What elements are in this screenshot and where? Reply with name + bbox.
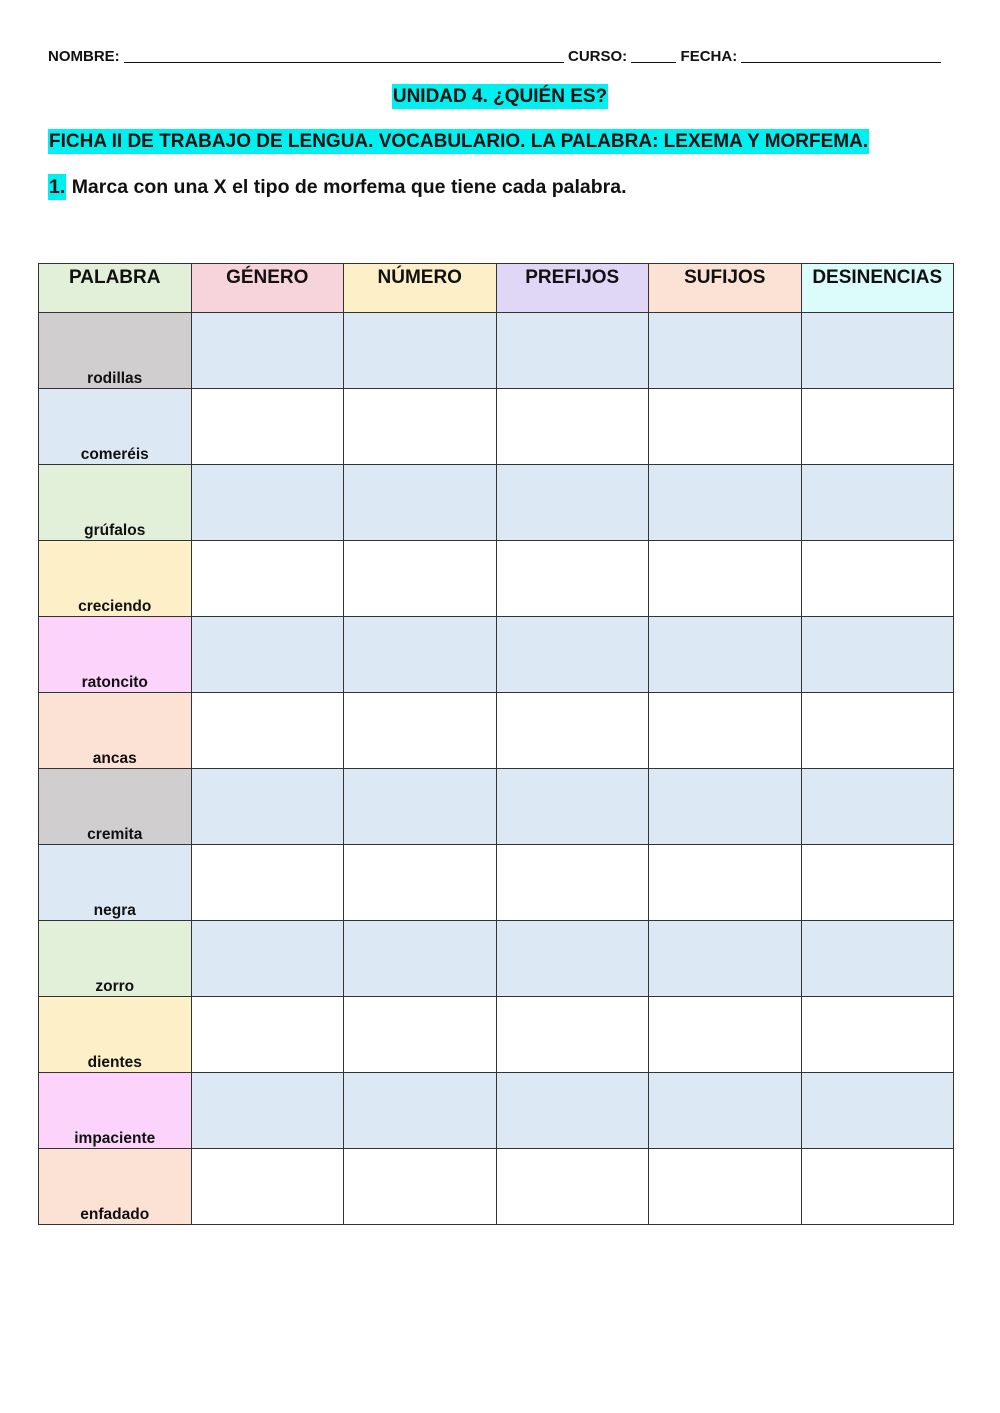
curso-field[interactable] bbox=[631, 48, 676, 63]
answer-cell[interactable] bbox=[649, 1149, 802, 1225]
answer-cell[interactable] bbox=[649, 769, 802, 845]
answer-cell[interactable] bbox=[344, 1149, 497, 1225]
answer-cell[interactable] bbox=[801, 1149, 954, 1225]
answer-cell[interactable] bbox=[191, 389, 344, 465]
fecha-label: FECHA: bbox=[680, 48, 738, 65]
table-row bbox=[39, 1073, 954, 1149]
answer-cell[interactable] bbox=[801, 617, 954, 693]
nombre-field[interactable] bbox=[124, 48, 564, 63]
table-row bbox=[39, 845, 954, 921]
answer-cell[interactable] bbox=[649, 389, 802, 465]
column-header: PREFIJOS bbox=[496, 264, 649, 313]
word-cell: creciendo bbox=[39, 541, 192, 617]
word-cell: rodillas bbox=[39, 313, 192, 389]
instruction bbox=[48, 176, 627, 199]
answer-cell[interactable] bbox=[496, 313, 649, 389]
table-row bbox=[39, 389, 954, 465]
answer-cell[interactable] bbox=[649, 1073, 802, 1149]
student-info-line bbox=[48, 48, 953, 65]
answer-cell[interactable] bbox=[191, 921, 344, 997]
answer-cell[interactable] bbox=[191, 541, 344, 617]
answer-cell[interactable] bbox=[191, 693, 344, 769]
table-row bbox=[39, 921, 954, 997]
answer-cell[interactable] bbox=[801, 921, 954, 997]
answer-cell[interactable] bbox=[191, 465, 344, 541]
table-row bbox=[39, 769, 954, 845]
answer-cell[interactable] bbox=[801, 1073, 954, 1149]
nombre-label: NOMBRE: bbox=[48, 48, 120, 65]
answer-cell[interactable] bbox=[801, 769, 954, 845]
answer-cell[interactable] bbox=[649, 465, 802, 541]
answer-cell[interactable] bbox=[496, 1073, 649, 1149]
column-header: SUFIJOS bbox=[649, 264, 802, 313]
table-row bbox=[39, 541, 954, 617]
word-cell: comeréis bbox=[39, 389, 192, 465]
answer-cell[interactable] bbox=[801, 313, 954, 389]
curso-label: CURSO: bbox=[568, 48, 628, 65]
answer-cell[interactable] bbox=[344, 997, 497, 1073]
answer-cell[interactable] bbox=[496, 693, 649, 769]
answer-cell[interactable] bbox=[801, 693, 954, 769]
unit-title-text: UNIDAD 4. ¿QUIÉN ES? bbox=[392, 86, 608, 107]
answer-cell[interactable] bbox=[496, 997, 649, 1073]
word-cell: ancas bbox=[39, 693, 192, 769]
answer-cell[interactable] bbox=[344, 541, 497, 617]
table-header-row bbox=[39, 264, 954, 313]
answer-cell[interactable] bbox=[191, 1073, 344, 1149]
table-row bbox=[39, 465, 954, 541]
answer-cell[interactable] bbox=[496, 769, 649, 845]
word-cell: dientes bbox=[39, 997, 192, 1073]
sheet-title-text: FICHA II DE TRABAJO DE LENGUA. VOCABULARIO. LA PALABRA: LEXEMA Y MORFEMA. bbox=[49, 131, 869, 152]
answer-cell[interactable] bbox=[344, 769, 497, 845]
answer-cell[interactable] bbox=[801, 389, 954, 465]
answer-cell[interactable] bbox=[191, 617, 344, 693]
word-cell: cremita bbox=[39, 769, 192, 845]
word-cell: ratoncito bbox=[39, 617, 192, 693]
instruction-text: Marca con una X el tipo de morfema que tiene cada palabra. bbox=[71, 176, 627, 198]
answer-cell[interactable] bbox=[344, 921, 497, 997]
table-row bbox=[39, 1149, 954, 1225]
table-row bbox=[39, 997, 954, 1073]
word-cell: grúfalos bbox=[39, 465, 192, 541]
answer-cell[interactable] bbox=[344, 693, 497, 769]
answer-cell[interactable] bbox=[649, 921, 802, 997]
unit-title bbox=[0, 86, 1000, 108]
table-row bbox=[39, 313, 954, 389]
column-header: GÉNERO bbox=[191, 264, 344, 313]
column-header: PALABRA bbox=[39, 264, 192, 313]
answer-cell[interactable] bbox=[649, 313, 802, 389]
sheet-title bbox=[48, 131, 869, 153]
answer-cell[interactable] bbox=[496, 921, 649, 997]
answer-cell[interactable] bbox=[649, 693, 802, 769]
table-row bbox=[39, 617, 954, 693]
answer-cell[interactable] bbox=[344, 313, 497, 389]
table-row bbox=[39, 693, 954, 769]
morpheme-table bbox=[38, 263, 954, 1225]
answer-cell[interactable] bbox=[344, 1073, 497, 1149]
column-header: DESINENCIAS bbox=[801, 264, 954, 313]
answer-cell[interactable] bbox=[191, 769, 344, 845]
answer-cell[interactable] bbox=[344, 465, 497, 541]
word-cell: zorro bbox=[39, 921, 192, 997]
word-cell: negra bbox=[39, 845, 192, 921]
answer-cell[interactable] bbox=[496, 845, 649, 921]
answer-cell[interactable] bbox=[496, 389, 649, 465]
answer-cell[interactable] bbox=[344, 845, 497, 921]
answer-cell[interactable] bbox=[649, 997, 802, 1073]
answer-cell[interactable] bbox=[649, 845, 802, 921]
answer-cell[interactable] bbox=[496, 617, 649, 693]
answer-cell[interactable] bbox=[191, 1149, 344, 1225]
answer-cell[interactable] bbox=[191, 845, 344, 921]
answer-cell[interactable] bbox=[649, 541, 802, 617]
answer-cell[interactable] bbox=[649, 617, 802, 693]
answer-cell[interactable] bbox=[801, 997, 954, 1073]
column-header: NÚMERO bbox=[344, 264, 497, 313]
answer-cell[interactable] bbox=[191, 313, 344, 389]
answer-cell[interactable] bbox=[801, 465, 954, 541]
answer-cell[interactable] bbox=[801, 845, 954, 921]
answer-cell[interactable] bbox=[344, 389, 497, 465]
instruction-number: 1. bbox=[49, 176, 66, 198]
word-cell: enfadado bbox=[39, 1149, 192, 1225]
answer-cell[interactable] bbox=[191, 997, 344, 1073]
fecha-field[interactable] bbox=[741, 48, 941, 63]
table-body bbox=[39, 313, 954, 1225]
word-cell: impaciente bbox=[39, 1073, 192, 1149]
answer-cell[interactable] bbox=[496, 541, 649, 617]
answer-cell[interactable] bbox=[496, 1149, 649, 1225]
answer-cell[interactable] bbox=[801, 541, 954, 617]
answer-cell[interactable] bbox=[496, 465, 649, 541]
answer-cell[interactable] bbox=[344, 617, 497, 693]
